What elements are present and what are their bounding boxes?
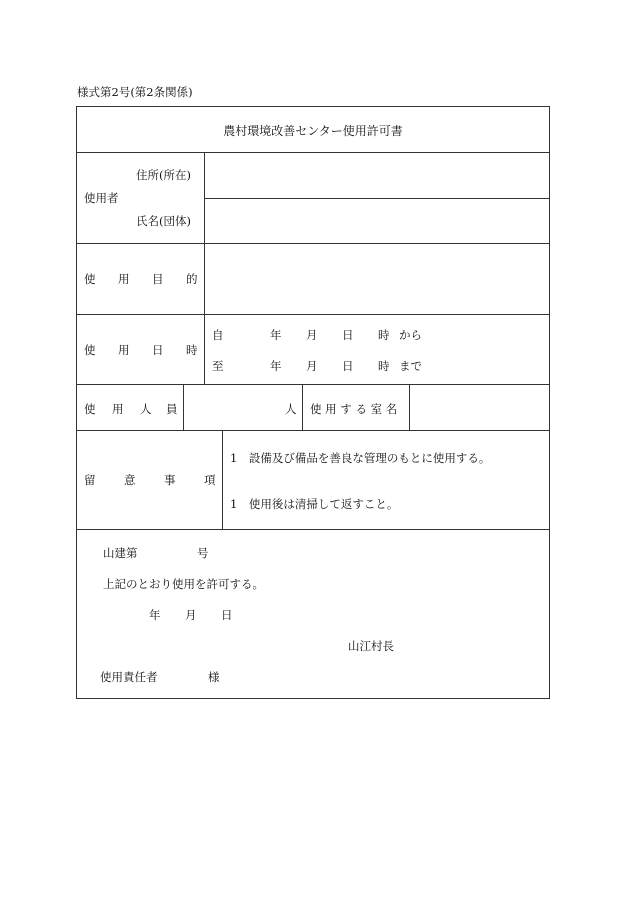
issuer-name: 山江村長 — [348, 639, 394, 653]
permit-number-prefix: 山建第 — [103, 546, 138, 560]
address-field[interactable] — [205, 153, 549, 197]
responsible-person-label: 使用責任者 — [100, 670, 158, 684]
people-unit: 人 — [285, 402, 297, 416]
room-name-field[interactable] — [410, 385, 549, 430]
permit-number-suffix: 号 — [197, 546, 209, 560]
form-number-label: 様式第2号(第2条関係) — [77, 85, 193, 99]
note-item: 1 使用後は清掃して返すこと。 — [230, 497, 399, 511]
name-field[interactable] — [205, 199, 549, 242]
address-label: 住所(所在) — [136, 168, 191, 182]
purpose-field[interactable] — [205, 244, 549, 313]
room-label: 使 用 す る 室 名 — [310, 402, 398, 416]
name-label: 氏名(団体) — [136, 214, 191, 228]
honorific: 様 — [208, 670, 220, 684]
note-item: 1 設備及び備品を善良な管理のもとに使用する。 — [230, 451, 491, 465]
user-label: 使用者 — [84, 191, 119, 205]
form-title: 農村環境改善センター使用許可書 — [223, 124, 403, 138]
permit-statement: 上記のとおり使用を許可する。 — [103, 577, 264, 591]
